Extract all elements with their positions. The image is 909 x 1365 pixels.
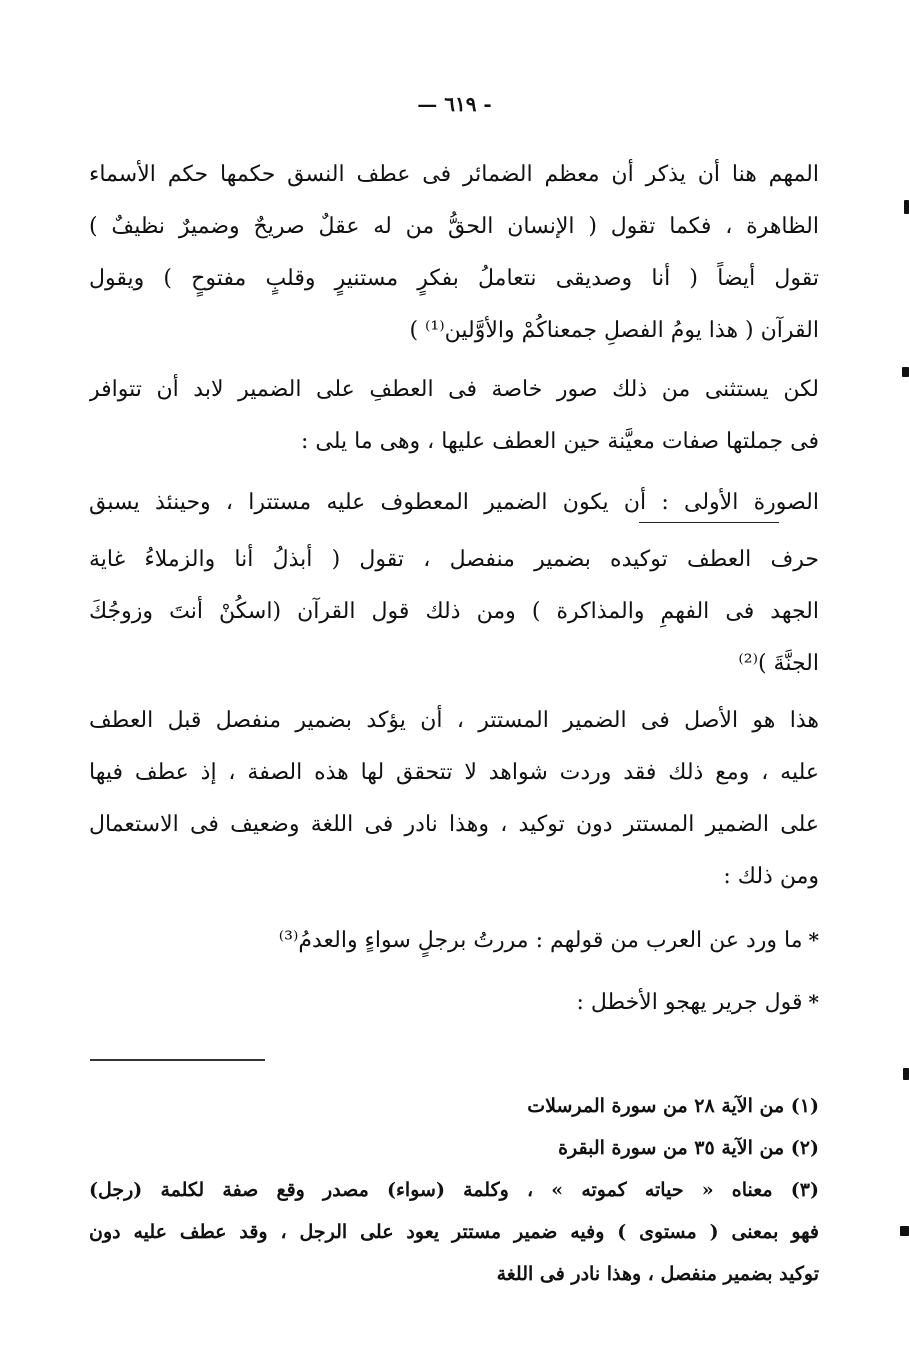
body-line-10: الجنَّةَ )⁽²⁾ — [738, 651, 819, 676]
body-line-5: لكن يستثنى من ذلك صور خاصة فى العطفِ على الضمير لابد أن تتوافر — [89, 377, 819, 402]
body-line-1: المهم هنا أن يذكر أن معظم الضمائر فى عطف النسق حكمها حكم الأسماء — [89, 162, 819, 187]
footnote-2: (٢) من الآية ٣٥ من سورة البقرة — [558, 1137, 819, 1159]
bullet-star-icon: * — [808, 990, 819, 1014]
heading-underline — [639, 522, 779, 523]
bullet-text-1: ما ورد عن العرب من قولهم : مررتُ برجلٍ سواءٍ والعدمُ⁽³⁾ — [278, 928, 803, 953]
body-line-4: القرآن ( هذا يومُ الفصلِ جمعناكُمْ والأوَّلين⁽¹⁾ ) — [409, 318, 819, 343]
footnote-3-line-2: فهو بمعنى ( مستوى ) وفيه ضمير مستتر يعود على الرجل ، وقد عطف عليه دون — [89, 1221, 819, 1243]
scan-edge-mark — [902, 367, 909, 377]
footnote-1: (١) من الآية ٢٨ من سورة المرسلات — [527, 1095, 819, 1117]
bullet-text-2: قول جرير يهجو الأخطل : — [576, 990, 803, 1015]
body-line-12: عليه ، ومع ذلك فقد وردت شواهد لا تتحقق لها هذه الصفة ، إذ عطف فيها — [89, 760, 819, 785]
body-line-14: ومن ذلك : — [723, 864, 819, 889]
footnote-3-line-3: توكيد بضمير منفصل ، وهذا نادر فى اللغة — [496, 1263, 819, 1285]
footnote-separator — [90, 1059, 265, 1061]
bullet-item-1 — [279, 920, 819, 960]
scan-edge-mark — [900, 1226, 909, 1236]
body-line-8: حرف العطف توكيده بضمير منفصل ، تقول ( أبذلُ أنا والزملاءُ غاية — [89, 547, 819, 572]
bullet-star-icon: * — [808, 928, 819, 952]
body-line-11: هذا هو الأصل فى الضمير المستتر ، أن يؤكد بضمير منفصل قبل العطف — [89, 708, 819, 733]
scan-edge-mark — [904, 200, 909, 214]
body-line-7: الصورة الأولى : أن يكون الضمير المعطوف عليه مستترا ، وحينئذ يسبق — [89, 490, 819, 515]
footnote-3-line-1: (٣) معناه « حياته كموته » ، وكلمة (سواء) مصدر وقع صفة لكلمة (رجل) — [89, 1179, 819, 1201]
body-line-3: تقول أيضاً ( أنا وصديقى نتعاملُ بفكرٍ مستنيرٍ وقلبٍ مفتوحٍ ) ويقول — [89, 266, 819, 291]
scan-edge-mark — [903, 1068, 909, 1080]
page-number: - ٦١٩ — — [417, 92, 492, 116]
body-line-9: الجهد فى الفهمِ والمذاكرة ) ومن ذلك قول القرآن (اسكُنْ أنتَ وزوجُكَ — [89, 599, 819, 624]
body-line-2: الظاهرة ، فكما تقول ( الإنسان الحقُّ من له عقلٌ صريحٌ وضميرٌ نظيفٌ ) — [89, 214, 819, 239]
bullet-item-2 — [576, 982, 819, 1022]
body-line-6: فى جملتها صفات معيَّنة حين العطف عليها ، وهى ما يلى : — [301, 429, 819, 454]
body-line-13: على الضمير المستتر دون توكيد ، وهذا نادر فى اللغة وضعيف فى الاستعمال — [89, 812, 819, 837]
